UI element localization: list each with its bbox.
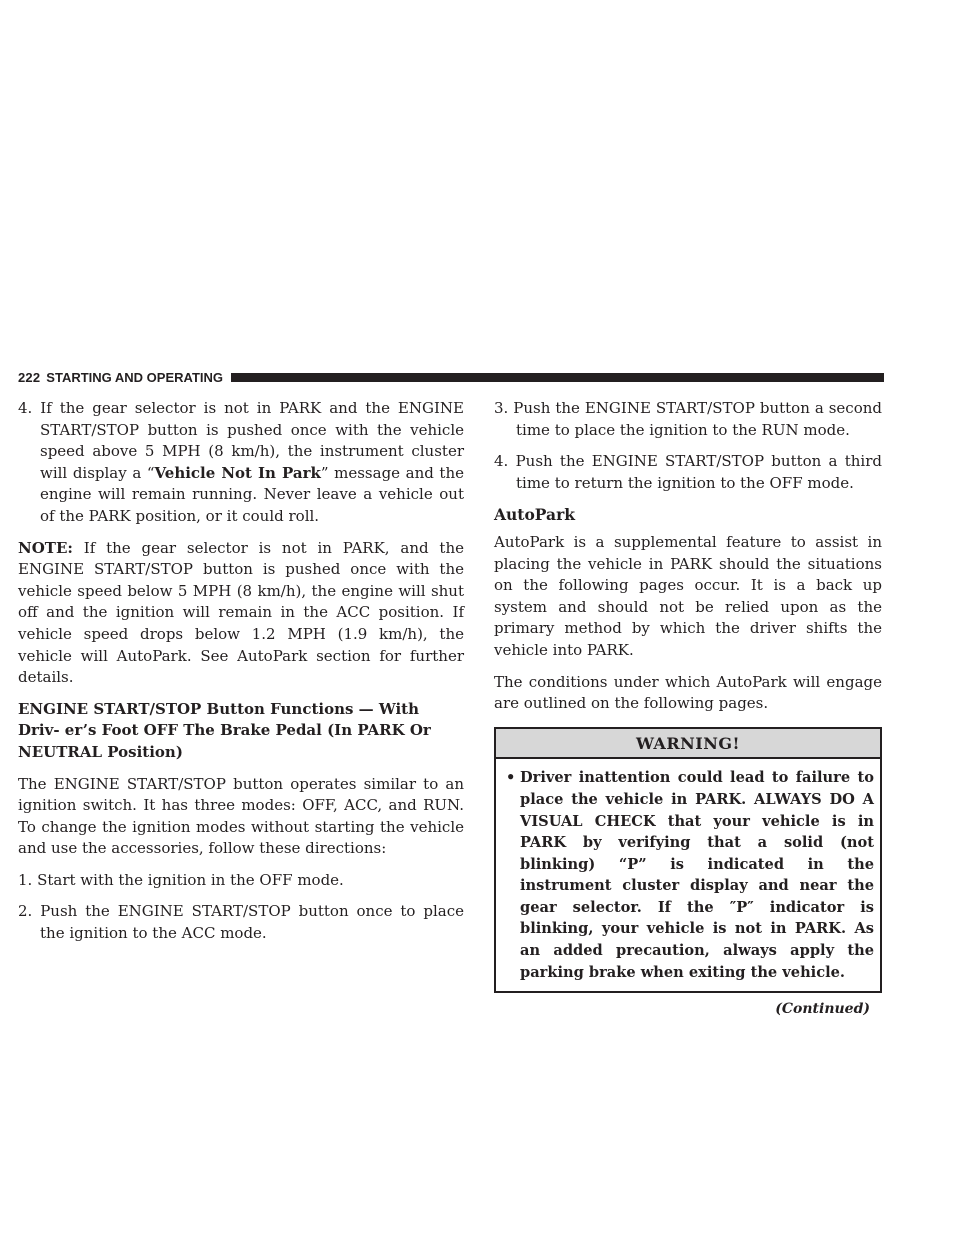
list-item-4: 4. If the gear selector is not in PARK and the ENGINE START/STOP button is pushed once with the vehicle speed above 5 MPH (8 km/h), the instrument cluster will display a “Vehicle Not In Park” message and the engine will remain running. Never leave a vehicle out of the PARK position, or it could roll. [18, 399, 464, 525]
page-number: 222 [18, 369, 41, 385]
warning-item [506, 767, 874, 983]
list-item-2: 2. Push the ENGINE START/STOP button once to place the ignition to the ACC mode. [18, 902, 464, 943]
message-name: Vehicle Not In Park [154, 463, 321, 482]
note-label: NOTE: [18, 538, 73, 557]
warning-box [494, 727, 882, 994]
list-item-4b: 4. Push the ENGINE START/STOP button a third time to return the ignition to the OFF mode. [494, 452, 882, 492]
intro-paragraph: The ENGINE START/STOP button operates similar to an ignition switch. It has three modes: OFF, ACC, and RUN. To change the ignition modes without starting the vehicle and use the accessories, follow these directions: [18, 774, 464, 858]
list-item-3: 3. Push the ENGINE START/STOP button a second time to place the ignition to the RUN mode. [494, 399, 882, 439]
left-column [18, 398, 464, 955]
autopark-heading: AutoPark [494, 505, 575, 525]
warning-title: WARNING! [496, 729, 880, 760]
header-rule [231, 373, 884, 382]
note-paragraph: NOTE: If the gear selector is not in PARK, and the ENGINE START/STOP button is pushed once with the vehicle speed below 5 MPH (8 km/h), the engine will shut off and the ignition will remain in the ACC position. If vehicle speed drops below 1.2 MPH (1.9 km/h), the vehicle will AutoPark. See AutoPark section for further details. [18, 538, 465, 687]
section-title: STARTING AND OPERATING [46, 369, 223, 385]
warning-text: Driver inattention could lead to failure to place the vehicle in PARK. ALWAYS DO A VISUAL CHECK that your vehicle is in PARK by verifying that a solid (not blinking) “P” is indicated in the instrument cluster display and near the gear selector. If the ″P″ indicator is blinking, your vehicle is not in PARK. As an added precaution, always apply the parking brake when exiting the vehicle. [520, 769, 874, 981]
page-header [18, 368, 884, 386]
section-heading: ENGINE START/STOP Button Functions — With Driv- er’s Foot OFF The Brake Pedal (In PARK Or NEUTRAL Position) [18, 699, 431, 761]
list-item-1: 1. Start with the ignition in the OFF mode. [18, 870, 344, 889]
right-column [494, 398, 882, 1021]
continued-label: (Continued) [775, 1001, 870, 1018]
autopark-paragraph: AutoPark is a supplemental feature to assist in placing the vehicle in PARK should the situations on the following pages occur. It is a back up system and should not be relied upon as the primary method by which the driver shifts the vehicle into PARK. [494, 532, 882, 659]
warning-body [496, 759, 880, 991]
bullet-icon: • [506, 769, 516, 787]
conditions-paragraph: The conditions under which AutoPark will engage are outlined on the following pages. [494, 672, 882, 713]
